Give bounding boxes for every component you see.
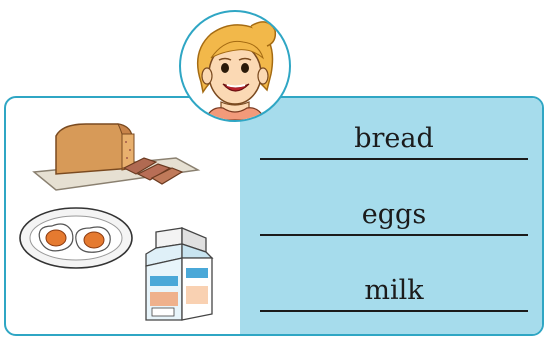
avatar: [179, 10, 291, 122]
word-eggs: eggs: [361, 199, 427, 230]
answer-line: [260, 234, 528, 236]
word-row-milk: [260, 272, 528, 312]
word-row-bread: [260, 120, 528, 160]
milk-carton-icon: [136, 224, 216, 324]
vocabulary-card: [4, 96, 544, 336]
word-panel: [240, 98, 542, 334]
word-bread: bread: [354, 123, 434, 154]
girl-face-icon: [181, 12, 289, 120]
bread-loaf-icon: [26, 120, 201, 198]
fried-eggs-icon: [18, 206, 134, 270]
answer-line: [260, 158, 528, 160]
answer-line: [260, 310, 528, 312]
word-row-eggs: [260, 196, 528, 236]
word-milk: milk: [364, 275, 424, 306]
